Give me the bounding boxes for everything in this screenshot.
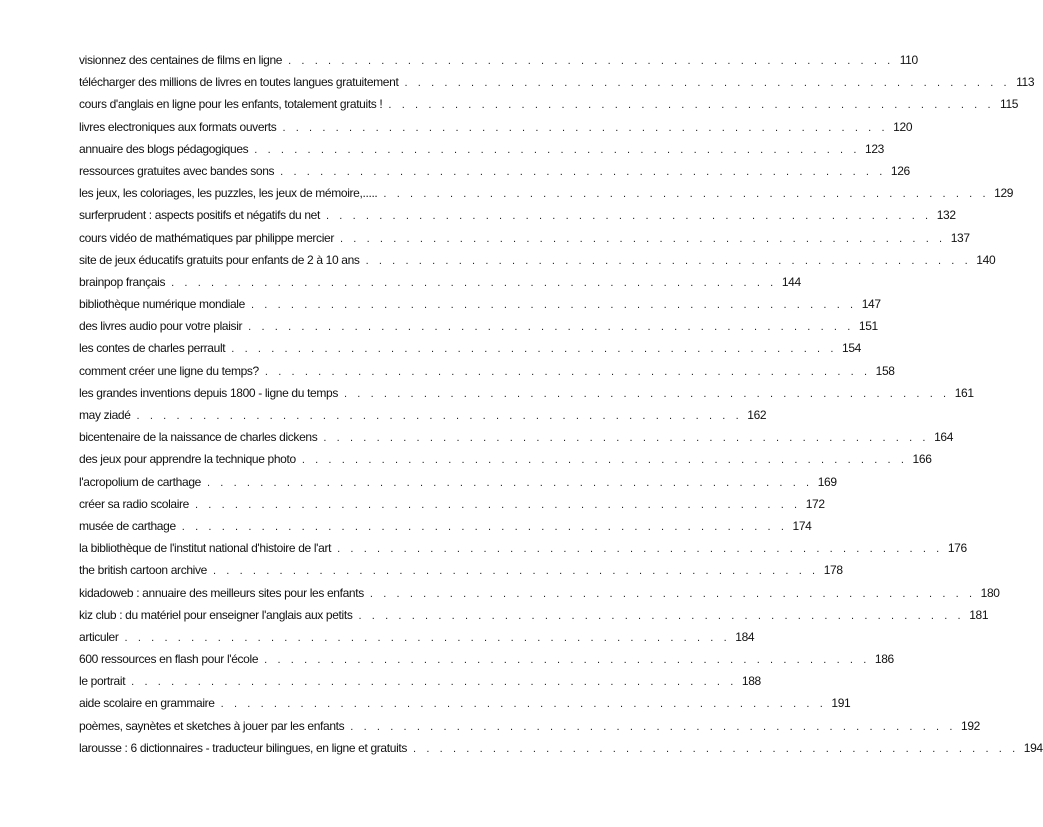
toc-entry <box>79 563 843 585</box>
toc-entry <box>79 297 881 319</box>
toc-entry-title: poèmes, saynètes et sketches à jouer par les enfants <box>79 718 345 733</box>
toc-entry-title: larousse : 6 dictionnaires - traducteur bilingues, en ligne et gratuits <box>79 740 408 755</box>
dot-leader: . . . . . . . . . . . . . . . . . . . . . . . . . . . . . . . . . . . . . . . . . . . . . . <box>264 365 871 378</box>
toc-entry <box>79 541 967 563</box>
toc-entry-page-number: 126 <box>890 163 910 178</box>
dot-leader: . . . . . . . . . . . . . . . . . . . . . . . . . . . . . . . . . . . . . . . . . . . . . . <box>325 210 932 223</box>
toc-entry-title: ressources gratuites avec bandes sons <box>79 163 275 178</box>
toc-entry-title: des jeux pour apprendre la technique photo <box>79 452 296 467</box>
toc-entry-page-number: 158 <box>875 363 895 378</box>
toc-entry-title: site de jeux éducatifs gratuits pour enfants de 2 à 10 ans <box>79 252 360 267</box>
toc-entry-title: visionnez des centaines de films en ligne <box>79 53 283 67</box>
toc-entry-title: brainpop français <box>79 274 166 289</box>
toc-entry-title: télécharger des millions de livres en toutes langues gratuitement <box>79 75 399 90</box>
dot-leader: . . . . . . . . . . . . . . . . . . . . . . . . . . . . . . . . . . . . . . . . . . . . . . <box>282 121 889 134</box>
dot-leader: . . . . . . . . . . . . . . . . . . . . . . . . . . . . . . . . . . . . . . . . . . . . . . <box>248 321 854 334</box>
toc-entry <box>79 252 996 275</box>
toc-entry-page-number: 123 <box>865 141 885 156</box>
toc-entry-page-number: 191 <box>831 696 851 711</box>
toc-entry-title: cours vidéo de mathématiques par philippe mercier <box>79 230 334 245</box>
dot-leader: . . . . . . . . . . . . . . . . . . . . . . . . . . . . . . . . . . . . . . . . . . . . . . <box>413 742 1019 755</box>
toc-entry-title: les grandes inventions depuis 1800 - ligne du temps <box>79 385 338 400</box>
dot-leader: . . . . . . . . . . . . . . . . . . . . . . . . . . . . . . . . . . . . . . . . . . . . . . <box>206 476 813 489</box>
toc-entry-title: les jeux, les coloriages, les puzzles, les jeux de mémoire,..... <box>79 186 378 201</box>
dot-leader: . . . . . . . . . . . . . . . . . . . . . . . . . . . . . . . . . . . . . . . . . . . . . . <box>181 520 788 533</box>
toc-entry-page-number: 147 <box>861 297 881 312</box>
toc-entry <box>79 274 801 297</box>
toc-entry-page-number: 176 <box>947 541 967 556</box>
toc-entry-title: bibliothèque numérique mondiale <box>79 297 245 312</box>
toc-entry <box>79 230 970 253</box>
toc-entry-title: surferprudent : aspects positifs et négatifs du net <box>79 208 320 223</box>
toc-entry-title: 600 ressources en flash pour l'école <box>79 652 259 667</box>
toc-entry-page-number: 120 <box>893 119 913 134</box>
toc-entry-page-number: 174 <box>792 518 812 533</box>
toc-entry-page-number: 178 <box>823 563 843 578</box>
toc-entry-title: les contes de charles perrault <box>79 341 226 356</box>
toc-entry-page-number: 137 <box>950 230 970 245</box>
dot-leader: . . . . . . . . . . . . . . . . . . . . . . . . . . . . . . . . . . . . . . . . . . . . . . <box>250 299 857 312</box>
dot-leader: . . . . . . . . . . . . . . . . . . . . . . . . . . . . . . . . . . . . . . . . . . . . . . <box>195 498 801 511</box>
toc-entry-title: comment créer une ligne du temps? <box>79 363 259 378</box>
toc-entry <box>79 430 954 452</box>
dot-leader: . . . . . . . . . . . . . . . . . . . . . . . . . . . . . . . . . . . . . . . . . . . . . . <box>136 410 743 422</box>
dot-leader: . . . . . . . . . . . . . . . . . . . . . . . . . . . . . . . . . . . . . . . . . . . . . . <box>280 165 886 178</box>
toc-entry <box>79 141 885 164</box>
toc-entry <box>79 452 932 474</box>
toc-entry-page-number: 164 <box>934 430 954 445</box>
dot-leader: . . . . . . . . . . . . . . . . . . . . . . . . . . . . . . . . . . . . . . . . . . . . . . <box>254 143 861 156</box>
dot-leader: . . . . . . . . . . . . . . . . . . . . . . . . . . . . . . . . . . . . . . . . . . . . . . <box>220 698 827 711</box>
toc-entry <box>79 585 1000 608</box>
dot-leader: . . . . . . . . . . . . . . . . . . . . . . . . . . . . . . . . . . . . . . . . . . . . . . <box>337 543 943 556</box>
toc-entry-page-number: 129 <box>994 186 1014 201</box>
dot-leader: . . . . . . . . . . . . . . . . . . . . . . . . . . . . . . . . . . . . . . . . . . . . . . <box>388 99 995 112</box>
dot-leader: . . . . . . . . . . . . . . . . . . . . . . . . . . . . . . . . . . . . . . . . . . . . . . <box>344 387 950 400</box>
toc-entry-page-number: 186 <box>874 652 894 667</box>
toc-entry <box>79 341 861 363</box>
toc-entry <box>79 696 851 718</box>
dot-leader: . . . . . . . . . . . . . . . . . . . . . . . . . . . . . . . . . . . . . . . . . . . . . . <box>231 343 837 356</box>
toc-entry-title: créer sa radio scolaire <box>79 496 189 511</box>
toc-entry-title: des livres audio pour votre plaisir <box>79 319 243 334</box>
dot-leader: . . . . . . . . . . . . . . . . . . . . . . . . . . . . . . . . . . . . . . . . . . . . . . <box>350 720 957 733</box>
toc-entry <box>79 119 913 142</box>
toc-entry-page-number: 140 <box>976 252 996 267</box>
toc-entry-title: cours d'anglais en ligne pour les enfants, totalement gratuits ! <box>79 97 383 112</box>
toc-entry-title: l'acropolium de carthage <box>79 474 201 489</box>
toc-entry <box>79 740 1043 763</box>
toc-entry <box>79 319 878 341</box>
toc-entry-page-number: 169 <box>817 474 837 489</box>
toc-entry <box>79 385 974 408</box>
toc-entry <box>79 363 895 386</box>
dot-leader: . . . . . . . . . . . . . . . . . . . . . . . . . . . . . . . . . . . . . . . . . . . . . . <box>404 77 1011 90</box>
toc-entry-page-number: 115 <box>1000 97 1019 112</box>
toc-entry-title: may ziadé <box>79 408 131 422</box>
toc-entry-page-number: 154 <box>842 341 861 356</box>
dot-leader: . . . . . . . . . . . . . . . . . . . . . . . . . . . . . . . . . . . . . . . . . . . . . . <box>301 454 908 467</box>
toc-entry <box>79 186 1014 208</box>
toc-entry-page-number: 172 <box>805 496 825 511</box>
toc-entry-page-number: 184 <box>735 629 755 644</box>
toc-entry <box>79 97 1019 119</box>
toc-entry-title: bicentenaire de la naissance de charles dickens <box>79 430 318 445</box>
dot-leader: . . . . . . . . . . . . . . . . . . . . . . . . . . . . . . . . . . . . . . . . . . . . . . <box>171 276 777 289</box>
toc-entry-title: livres electroniques aux formats ouverts <box>79 119 277 134</box>
dot-leader: . . . . . . . . . . . . . . . . . . . . . . . . . . . . . . . . . . . . . . . . . . . . . . <box>383 188 990 201</box>
dot-leader: . . . . . . . . . . . . . . . . . . . . . . . . . . . . . . . . . . . . . . . . . . . . . . <box>124 631 731 644</box>
toc-entry-page-number: 181 <box>969 607 989 622</box>
toc-entry-page-number: 110 <box>899 53 918 67</box>
toc-entry <box>79 408 767 430</box>
dot-leader: . . . . . . . . . . . . . . . . . . . . . . . . . . . . . . . . . . . . . . . . . . . . . . <box>264 654 870 667</box>
toc-entry-page-number: 180 <box>980 585 1000 600</box>
toc-entry-title: kiz club : du matériel pour enseigner l'anglais aux petits <box>79 607 353 622</box>
dot-leader: . . . . . . . . . . . . . . . . . . . . . . . . . . . . . . . . . . . . . . . . . . . . . . <box>340 232 946 245</box>
dot-leader: . . . . . . . . . . . . . . . . . . . . . . . . . . . . . . . . . . . . . . . . . . . . . . <box>369 587 976 600</box>
toc-entry-page-number: 162 <box>747 408 767 422</box>
toc-entry-title: musée de carthage <box>79 518 176 533</box>
toc-entry-title: kidadoweb : annuaire des meilleurs sites pour les enfants <box>79 585 364 600</box>
dot-leader: . . . . . . . . . . . . . . . . . . . . . . . . . . . . . . . . . . . . . . . . . . . . . . <box>323 432 930 445</box>
toc-entry-page-number: 113 <box>1016 75 1035 90</box>
toc-entry-page-number: 166 <box>912 452 932 467</box>
toc-entry <box>79 163 910 186</box>
toc-entry <box>79 652 894 674</box>
toc-entry-title: the british cartoon archive <box>79 563 207 578</box>
toc-entry <box>79 208 956 230</box>
toc-entry <box>79 607 989 630</box>
toc-entry <box>79 53 918 75</box>
toc-entry-title: le portrait <box>79 674 126 689</box>
toc-entry-page-number: 192 <box>961 718 981 733</box>
toc-entry <box>79 496 825 519</box>
toc-entry-page-number: 151 <box>858 319 878 334</box>
dot-leader: . . . . . . . . . . . . . . . . . . . . . . . . . . . . . . . . . . . . . . . . . . . . . . <box>212 565 819 578</box>
toc-entry-page-number: 132 <box>936 208 956 223</box>
dot-leader: . . . . . . . . . . . . . . . . . . . . . . . . . . . . . . . . . . . . . . . . . . . . . . <box>131 676 737 689</box>
toc-entry-page-number: 144 <box>781 274 801 289</box>
dot-leader: . . . . . . . . . . . . . . . . . . . . . . . . . . . . . . . . . . . . . . . . . . . . . . <box>358 609 965 622</box>
toc-entry-page-number: 161 <box>954 385 974 400</box>
toc-entry-title: annuaire des blogs pédagogiques <box>79 141 249 156</box>
table-of-contents <box>79 53 1043 763</box>
toc-entry <box>79 674 761 696</box>
dot-leader: . . . . . . . . . . . . . . . . . . . . . . . . . . . . . . . . . . . . . . . . . . . . . . <box>288 55 894 67</box>
toc-entry-title: aide scolaire en grammaire <box>79 696 215 711</box>
toc-entry-title: articuler <box>79 629 119 644</box>
dot-leader: . . . . . . . . . . . . . . . . . . . . . . . . . . . . . . . . . . . . . . . . . . . . . . <box>365 254 972 267</box>
toc-entry <box>79 629 755 652</box>
toc-entry <box>79 75 1035 97</box>
toc-entry-title: la bibliothèque de l'institut national d'histoire de l'art <box>79 541 332 556</box>
toc-entry-page-number: 188 <box>741 674 761 689</box>
toc-entry-page-number: 194 <box>1023 740 1043 755</box>
toc-entry <box>79 718 981 741</box>
toc-entry <box>79 518 812 541</box>
toc-entry <box>79 474 837 497</box>
